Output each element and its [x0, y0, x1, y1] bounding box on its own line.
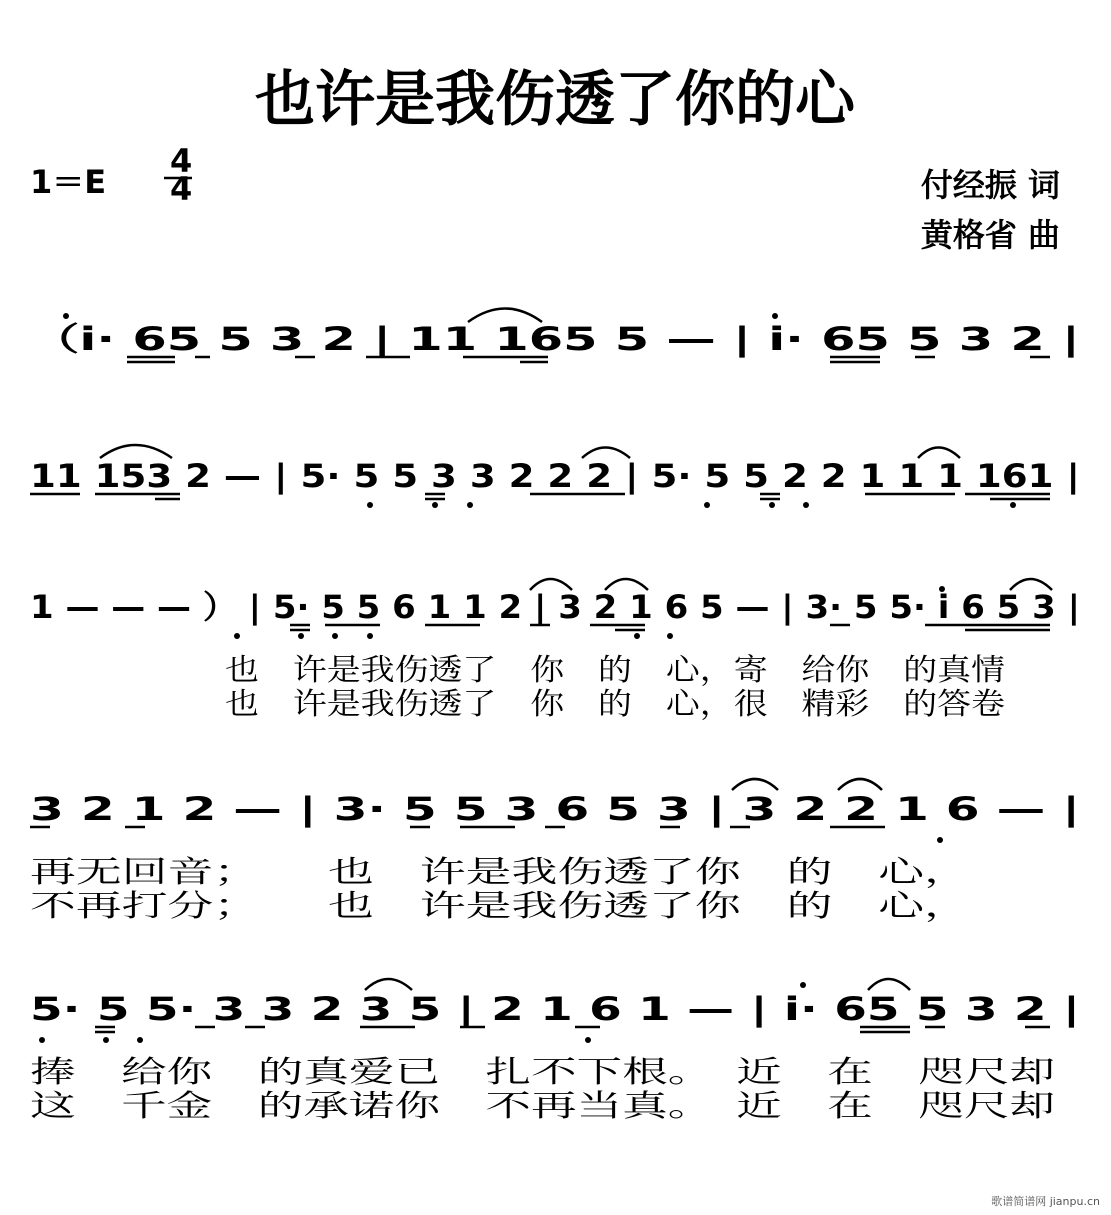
system-2 [30, 445, 1080, 508]
notation-line: （i· 65 5 3 2 | 11 165 5 — | i· 65 5 3 2 | [30, 320, 710, 358]
time-signature [164, 142, 192, 208]
system-1 [30, 309, 1080, 363]
system-4 [30, 779, 1080, 924]
composer-credit: 黄格省 曲 [920, 216, 1060, 254]
time-signature-top: 4 [170, 142, 193, 180]
notation-line: 5· 5 5· 3 3 2 3 5 | 2 1 6 1 — | i· 65 5 3 2 | [30, 990, 746, 1028]
lyric-line: 捧 给你 的真爱已 扎不下根。 近 在 咫尺却 [30, 1055, 1055, 1090]
key-signature: 1＝E [30, 163, 107, 201]
watermark: 歌谱简谱网 jianpu.cn [991, 1195, 1100, 1208]
notation-line: 3 2 1 2 — | 3· 5 5 3 6 5 3 | 3 2 2 1 6 — | [30, 790, 721, 828]
notation-line: 11 153 2 — | 5· 5 5 3 3 2 2 2 | 5· 5 5 2 2 1 1 1 161 | [30, 457, 935, 495]
time-signature-bottom: 4 [170, 170, 193, 208]
notation-line: 1 — — — ） | 5· 5 5 6 1 1 2 | 3 2 1 6 5 — | 3· 5 5· i 6 5 3 | [30, 588, 1020, 626]
system-5 [30, 979, 1080, 1124]
lyric-line: 这 千金 的承诺你 不再当真。 近 在 咫尺却 [30, 1089, 1055, 1124]
lyric-line: 不再打分； 也 许是我伤透了你 的 心， [30, 889, 970, 924]
lyric-line: 也 许是我伤透了 你 的 心，寄 给你 的真情 [225, 653, 1005, 688]
system-3 [30, 579, 1080, 722]
song-title: 也许是我伤透了你的心 [255, 65, 855, 135]
lyricist-credit: 付经振 词 [920, 166, 1060, 204]
lyric-line: 再无回音； 也 许是我伤透了你 的 心， [30, 855, 970, 890]
lyric-line: 也 许是我伤透了 你 的 心，很 精彩 的答卷 [225, 687, 1005, 722]
